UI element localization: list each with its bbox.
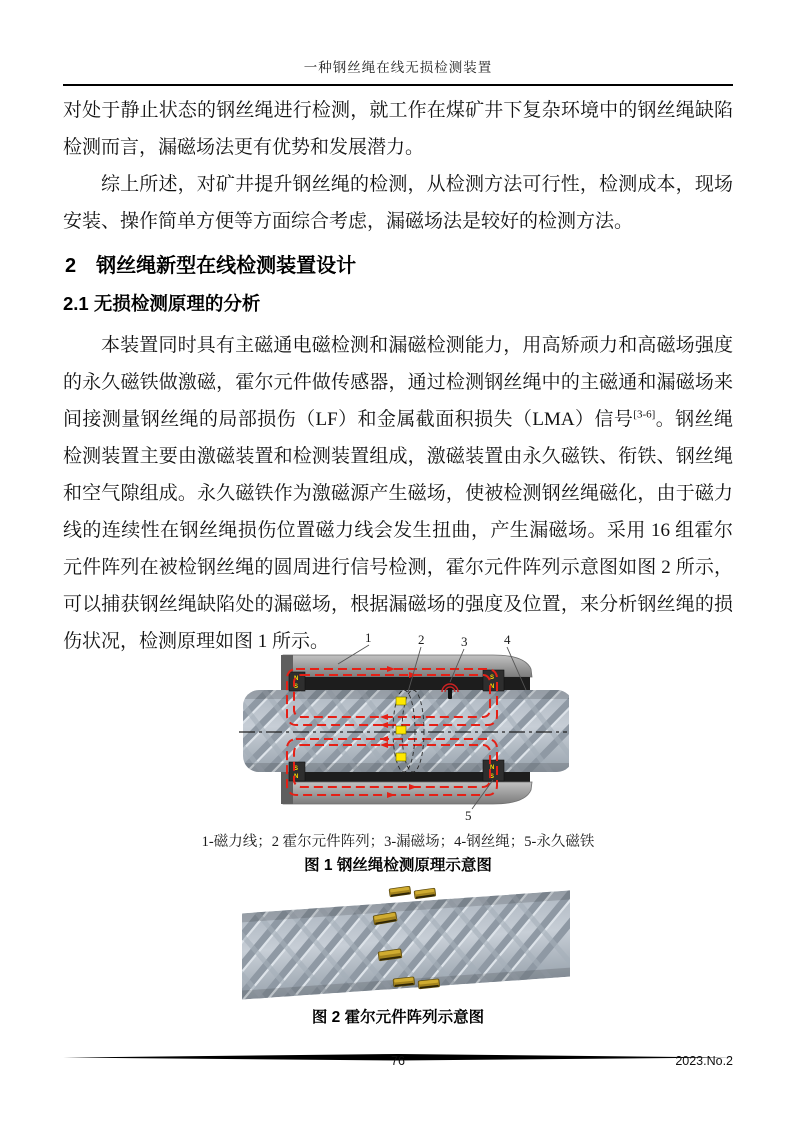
subsection-heading: 2.1 无损检测原理的分析 bbox=[63, 293, 261, 314]
pole-label: S bbox=[490, 774, 495, 780]
pole-label: S bbox=[294, 684, 299, 690]
hall-chip-icon bbox=[389, 886, 411, 897]
figure2-hall-array-diagram bbox=[242, 886, 570, 1002]
hall-chip-icon bbox=[393, 977, 415, 987]
callout-2: 2 bbox=[418, 632, 425, 647]
pole-label: N bbox=[294, 774, 299, 780]
callout-1: 1 bbox=[365, 630, 372, 645]
hall-chip-icon bbox=[414, 888, 436, 899]
principle-text-after-ref: 。钢丝绳检测装置主要由激磁装置和检测装置组成，激磁装置由永久磁铁、衔铁、钢丝绳和空气隙组成。永久磁铁作为激磁源产生磁场，使被检测钢丝绳磁化，由于磁力线的连续性在钢丝绳损伤位置磁力线会发生扭曲，产生漏磁场。采用 16 组霍尔元件阵列在被检钢丝绳的圆周进行信号检测，霍尔元件阵列示意图如图 2 所示，可以捕获钢丝绳缺陷处的漏磁场，根据漏磁场的强度及位置，来分析钢丝绳的损伤状况，检测原理如图 1 所示。 bbox=[63, 409, 733, 652]
figure1-detection-principle-diagram bbox=[237, 628, 569, 826]
figure2-svg bbox=[242, 886, 570, 1002]
figure2-caption: 图 2 霍尔元件阵列示意图 bbox=[311, 1009, 485, 1026]
principle-text-before-ref: 本装置同时具有主磁通电磁检测和漏磁检测能力，用高矫顽力和高磁场强度的永久磁铁做激磁，霍尔元件做传感器，通过检测钢丝绳中的主磁通和漏磁场来间接测量钢丝绳的局部损伤（LF）和金属截面积损失（LMA）信号 bbox=[63, 335, 733, 430]
magnet-bottom-left bbox=[289, 762, 305, 781]
issue-label: 2023.No.2 bbox=[675, 1054, 733, 1068]
pole-label: N bbox=[490, 765, 495, 771]
callout-3: 3 bbox=[461, 634, 468, 649]
figure1-caption: 图 1 钢丝绳检测原理示意图 bbox=[304, 857, 492, 874]
header-rule bbox=[63, 84, 733, 86]
pole-label: S bbox=[294, 766, 299, 772]
magnet-top-right bbox=[483, 670, 504, 691]
body-text-column bbox=[63, 92, 733, 660]
hall-chip-icon bbox=[418, 979, 440, 989]
running-head-title: 一种钢丝绳在线无损检测装置 bbox=[303, 60, 493, 75]
magnet-bottom-right bbox=[483, 760, 504, 781]
figure1-legend: 1-磁力线；2 霍尔元件阵列；3-漏磁场；4-钢丝绳；5-永久磁铁 bbox=[201, 834, 595, 850]
citation-reference: [3-6] bbox=[633, 408, 656, 421]
callout-5: 5 bbox=[465, 808, 472, 823]
figure1-svg bbox=[237, 628, 569, 826]
paragraph-principle bbox=[63, 327, 733, 660]
section-heading: 2 钢丝绳新型在线检测装置设计 bbox=[65, 255, 357, 277]
page-number: 76 bbox=[391, 1054, 405, 1068]
paragraph-continuation: 对处于静止状态的钢丝绳进行检测，就工作在煤矿井下复杂环境中的钢丝绳缺陷检测而言，漏磁场法更有优势和发展潜力。 bbox=[63, 100, 733, 158]
pole-label: N bbox=[294, 676, 299, 682]
callout-4: 4 bbox=[504, 632, 511, 647]
pole-label: S bbox=[490, 675, 495, 681]
paragraph-summary: 综上所述，对矿井提升钢丝绳的检测，从检测方法可行性，检测成本，现场安装、操作简单方便等方面综合考虑，漏磁场法是较好的检测方法。 bbox=[63, 174, 733, 232]
pole-label: N bbox=[490, 684, 495, 690]
